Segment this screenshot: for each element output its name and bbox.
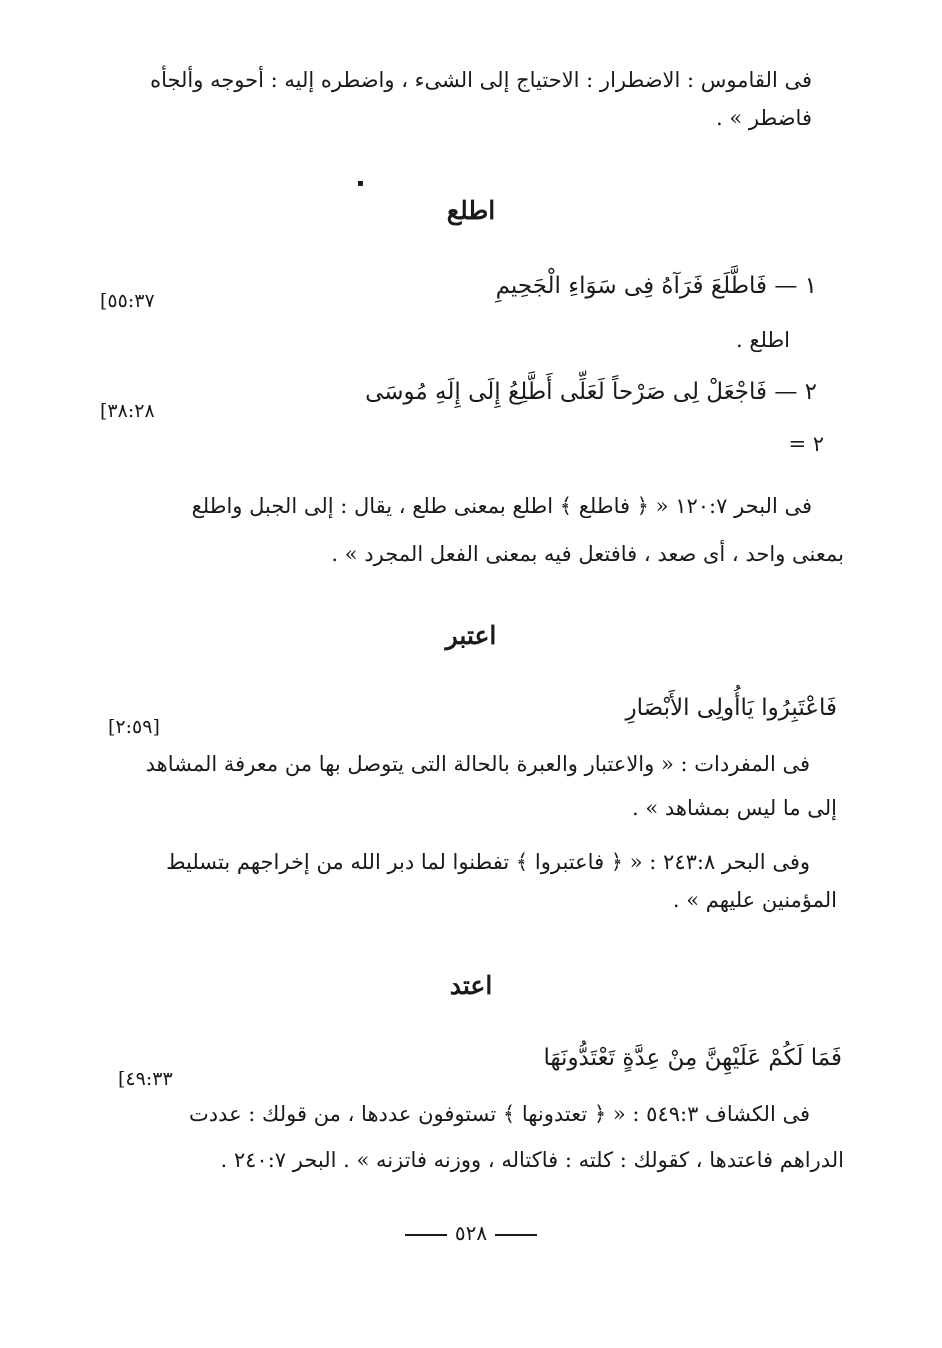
verse-line: ٢ — فَاجْعَلْ لِى صَرْحاً لَعَلِّى أَطَّلِعُ إِلَى إِلَهِ مُوسَى — [365, 379, 817, 405]
page-number-text: ٥٢٨ — [454, 1221, 488, 1245]
verse-line: فَاعْتَبِرُوا يَاأُولِى الأَبْصَارِ — [625, 695, 837, 721]
commentary-line: فى البحر ١٢٠:٧ « ﴿ فاطلع ﴾ اطلع بمعنى طلع ، يقال : إلى الجبل واطلع — [191, 494, 812, 518]
section-heading-itadda: اعتد — [449, 971, 493, 1000]
verse-reference: [٥٥:٣٧ — [100, 290, 155, 312]
folio-dash — [495, 1234, 537, 1236]
commentary-line: بمعنى واحد ، أى صعد ، فافتعل فيه بمعنى الفعل المجرد » . — [331, 542, 844, 566]
verse-note: اطلع . — [735, 328, 790, 352]
commentary-line: الدراهم فاعتدها ، كقولك : كلته : فاكتاله ، ووزنه فاتزنه » . البحر ٢٤٠:٧ . — [220, 1148, 844, 1172]
folio-dash — [405, 1234, 447, 1236]
verse-reference: [٢:٥٩] — [108, 716, 160, 738]
verse-reference: [٣٨:٢٨ — [100, 400, 155, 422]
verse-line: فَمَا لَكُمْ عَلَيْهِنَّ مِنْ عِدَّةٍ تَعْتَدُّونَهَا — [543, 1045, 842, 1071]
verse-reference: [٤٩:٣٣ — [118, 1068, 173, 1090]
verse-line: ١ — فَاطَّلَعَ فَرَآهُ فِى سَوَاءِ الْجَحِيمِ — [495, 273, 817, 299]
commentary-line: فى الكشاف ٥٤٩:٣ : « ﴿ تعتدونها ﴾ تستوفون عددها ، من قولك : عددت — [188, 1102, 810, 1126]
page-number — [0, 1220, 942, 1246]
commentary-line: المؤمنين عليهم » . — [672, 888, 837, 912]
commentary-line: إلى ما ليس بمشاهد » . — [631, 796, 837, 820]
intro-line-1: فى القاموس : الاضطرار : الاحتياج إلى الشىء ، واضطره إليه : أحوجه وألجأه — [150, 68, 812, 92]
verse-note: ٢ = — [788, 432, 824, 456]
intro-line-2: فاضطر » . — [716, 106, 812, 130]
commentary-line: فى المفردات : « والاعتبار والعبرة بالحالة التى يتوصل بها من معرفة المشاهد — [145, 752, 810, 776]
stray-mark: ▪ — [357, 178, 364, 189]
section-heading-ittala: اطلع — [446, 196, 496, 225]
commentary-line: وفى البحر ٢٤٣:٨ : « ﴿ فاعتبروا ﴾ تفطنوا لما دبر الله من إخراجهم بتسليط — [166, 850, 810, 874]
section-heading-itabar: اعتبر — [445, 621, 497, 650]
